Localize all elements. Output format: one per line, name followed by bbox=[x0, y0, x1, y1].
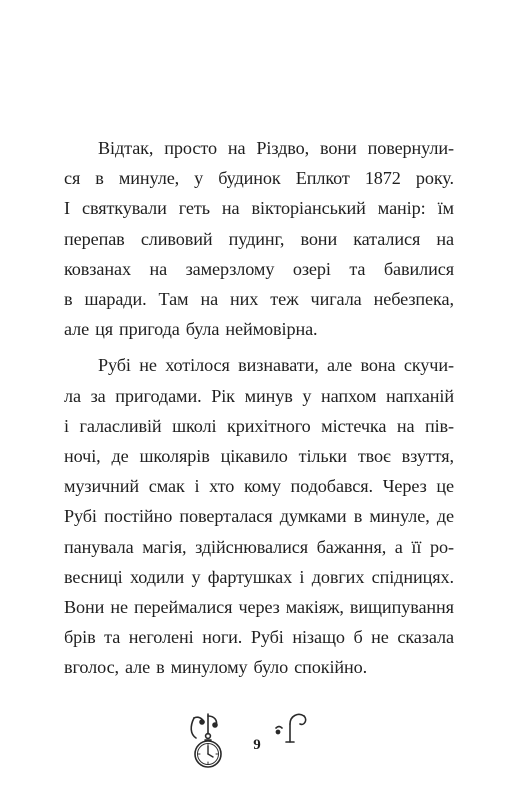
page-footer bbox=[186, 712, 326, 772]
text-line: перепав сливовий пудинг, вони каталися на bbox=[64, 228, 454, 249]
text-line: ковзанах на замерзлому озері та бавилися bbox=[64, 258, 454, 279]
text-line: музичний смак і хто кому подобався. Через це bbox=[64, 476, 454, 497]
text-line: Вони не переймалися через макіяж, вищипування bbox=[64, 597, 454, 618]
text-line: ла за пригодами. Рік минув у напхом напханій bbox=[64, 385, 454, 406]
text-line: але ця пригода була неймовірна. bbox=[64, 319, 318, 340]
text-line: ся в минуле, у будинок Еплкот 1872 року. bbox=[64, 168, 454, 189]
text-line: Відтак, просто на Різдво, вони повернули- bbox=[98, 138, 454, 158]
text-line: Рубі постійно поверталася думками в минуле, де bbox=[64, 506, 454, 527]
page-number: 9 bbox=[253, 737, 261, 753]
text-line: І святкували геть на вікторіанський манір: їм bbox=[64, 198, 454, 219]
text-line: брів та неголені ноги. Рубі нізащо б не сказала bbox=[64, 627, 454, 648]
paragraph bbox=[64, 133, 454, 344]
text-line: ночі, де школярів цікавило тільки твоє взуття, bbox=[64, 446, 454, 467]
page-body bbox=[64, 133, 454, 683]
text-line: панувала магія, здійснювалися бажання, а її ро- bbox=[64, 536, 454, 557]
text-line: вголос, але в минулому було спокійно. bbox=[64, 657, 368, 678]
text-line: і галасливій школі крихітного містечка на пів- bbox=[64, 415, 454, 436]
text-line: в шаради. Там на них теж чигала небезпека, bbox=[64, 289, 454, 310]
paragraph bbox=[64, 350, 454, 682]
text-line: весниці ходили у фартушках і довгих спідницях. bbox=[64, 566, 454, 587]
text-line: Рубі не хотілося визнавати, але вона скучи- bbox=[98, 355, 454, 376]
